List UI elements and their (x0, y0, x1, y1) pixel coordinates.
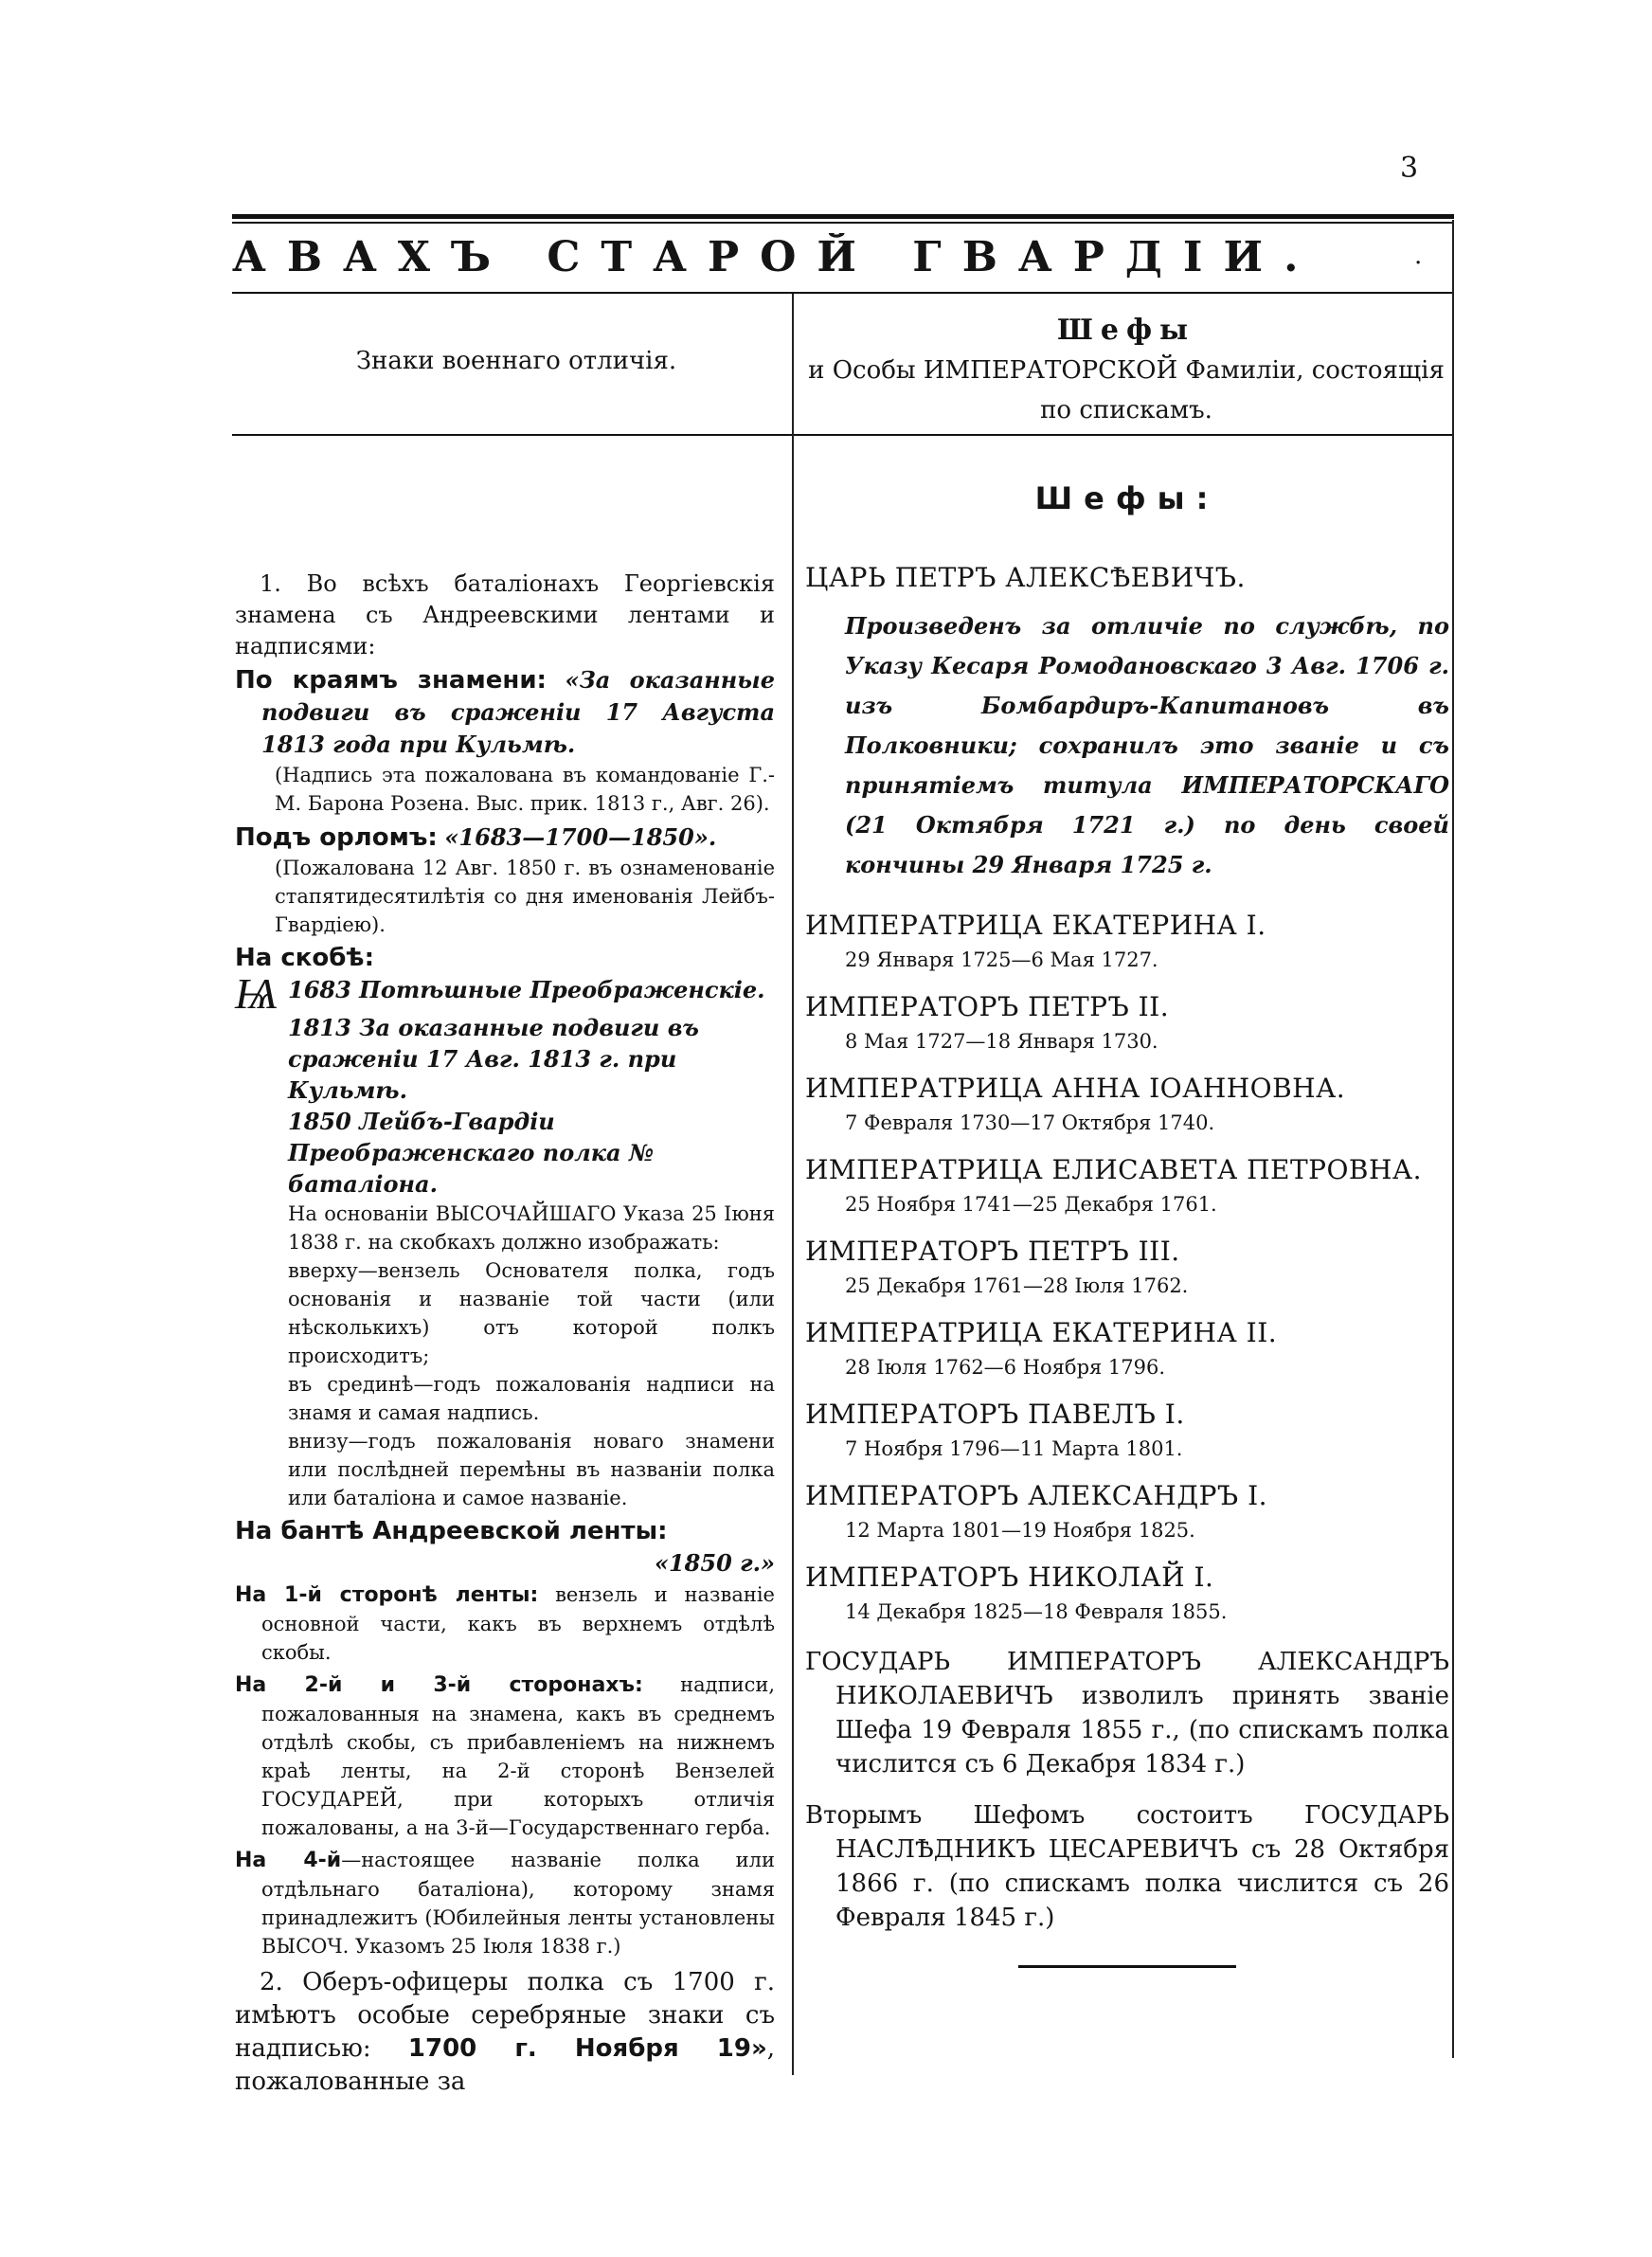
bow-label: На бантѣ Андреевской ленты: (235, 1517, 668, 1545)
second-chief (805, 1798, 1449, 1935)
ruler-7-dates: 28 Іюля 1762—6 Ноября 1796. (845, 1356, 1166, 1379)
eagle-note: (Пожалована 12 Авг. 1850 г. въ ознаменованіе стапятидесятилѣтія со дня именованія Лейбъ-Гвардіею). (275, 857, 775, 936)
top-rule-thick (232, 214, 1454, 219)
bracket-2: 1813 За оказанные подвиги въ сраженіи 17 Авг. 1813 г. при Кульмѣ. (288, 1014, 699, 1104)
bracket-1-text: 1683 Потѣшные Преображенскіе. (288, 976, 765, 1003)
ruler-11 (805, 1645, 1449, 1781)
ruler-6-dates: 25 Декабря 1761—28 Іюля 1762. (845, 1274, 1189, 1297)
ruler-5-dates: 25 Ноября 1741—25 Декабря 1761. (845, 1193, 1217, 1216)
edges-label: По краямъ знамени: (235, 666, 547, 695)
paragraph-2-c: , пожалованные за (235, 2034, 775, 2096)
right-edge-line (1452, 220, 1454, 2058)
second-chief-prefix: Вторымъ Шефомъ состоитъ (805, 1801, 1304, 1830)
ruler-6-name: ИМПЕРАТОРЪ ПЕТРЪ III. (805, 1236, 1180, 1267)
right-column (805, 480, 1449, 1935)
second-chief-name: ГОСУДАРЬ НАСЛѢДНИКЪ ЦЕСАРЕВИЧЪ (835, 1801, 1449, 1864)
bracket-1 (235, 967, 775, 1019)
bracket-heading (235, 943, 775, 974)
side-2-3-label: На 2-й и 3-й сторонахъ: (235, 1673, 643, 1697)
ruler-11-text: изволилъ принять званіе Шефа 19 Февраля 1855 г., (по спискамъ полка числится съ 6 Декабря 1834 г.) (835, 1682, 1449, 1779)
running-head: АВАХЪ СТАРОЙ ГВАРДІИ. (232, 233, 1320, 281)
paragraph-2-b: 1700 г. Ноября 19» (407, 2034, 767, 2063)
side-4 (235, 1846, 775, 1960)
ruler-10-name: ИМПЕРАТОРЪ НИКОЛАЙ I. (805, 1562, 1214, 1593)
paragraph-2 (235, 1966, 775, 2099)
paragraph-1: 1. Во всѣхъ баталіонахъ Георгіевскія знамена съ Андреевскими лентами и надписями: (235, 570, 775, 659)
second-chief-text: съ 28 Октября 1866 г. (по спискамъ полка числится съ 26 Февраля 1845 г.) (835, 1835, 1449, 1932)
ruler-2-name: ИМПЕРАТРИЦА ЕКАТЕРИНА I. (805, 910, 1266, 941)
ruler-10-dates: 14 Декабря 1825—18 Февраля 1855. (845, 1600, 1228, 1623)
side-2-3-text: надписи, пожалованныя на знамена, какъ въ среднемъ отдѣлѣ скобы, съ прибавленіемъ на нижнемъ краѣ ленты, на 2-й сторонѣ Вензелей ГОСУДАРЕЙ, при которыхъ отличія пожалованы, а на 3-й—Государственнаго герба. (261, 1673, 775, 1839)
header-right-line2: и Особы ИМПЕРАТОРСКОЙ Фамиліи, состоящія (808, 356, 1445, 385)
ruler-3-name: ИМПЕРАТОРЪ ПЕТРЪ II. (805, 991, 1170, 1022)
side-4-text: —настоящее названіе полка или отдѣльнаго баталіона), которому знамя принадлежитъ (Юбилейныя ленты установлены ВЫСОЧ. Указомъ 25 Іюля 1838 г.) (261, 1849, 775, 1958)
ruler-4-name: ИМПЕРАТРИЦА АННА ІОАННОВНА. (805, 1073, 1346, 1104)
bow-text: «1850 г.» (654, 1549, 775, 1577)
header-rule-bottom (232, 434, 1454, 436)
top-rule-thin (232, 222, 1454, 224)
chiefs-heading: Шефы: (1034, 480, 1220, 516)
monogram-icon: Ѩ (235, 967, 279, 1019)
header-right (803, 311, 1449, 430)
ruler-9-dates: 12 Марта 1801—19 Ноября 1825. (845, 1519, 1195, 1542)
ruler-7-name: ИМПЕРАТРИЦА ЕКАТЕРИНА II. (805, 1317, 1278, 1348)
ruler-1-name: ЦАРЬ ПЕТРЪ АЛЕКСѢЕВИЧЪ. (805, 562, 1246, 593)
column-divider (792, 294, 794, 2075)
side-2-3 (235, 1670, 775, 1842)
ruler-4-dates: 7 Февраля 1730—17 Октября 1740. (845, 1111, 1215, 1134)
edges-text: «За оказанные подвиги въ сраженіи 17 Августа 1813 года при Кульмѣ. (261, 666, 775, 758)
decree-middle: въ срединѣ—годъ пожалованія надписи на знамя и самая надпись. (288, 1373, 775, 1424)
decree: На основаніи ВЫСОЧАЙШАГО Указа 25 Іюня 1838 г. на скобкахъ должно изображать: (288, 1202, 775, 1254)
header-right-line3: по спискамъ. (1040, 396, 1212, 424)
side-1-text: вензель и названіе основной части, какъ въ верхнемъ отдѣлѣ скобы. (261, 1583, 775, 1664)
eagle-label: Подъ орломъ: (235, 823, 438, 852)
page-number: 3 (1400, 152, 1419, 185)
eagle-inscription (235, 822, 775, 854)
bracket-label: На скобѣ: (235, 944, 374, 972)
header-left: Знаки военнаго отличія. (355, 347, 677, 375)
end-rule (1018, 1965, 1236, 1968)
ruler-11-name: ГОСУДАРЬ ИМПЕРАТОРЪ АЛЕКСАНДРЪ НИКОЛАЕВИЧЪ (805, 1648, 1449, 1710)
header-rule-top (232, 292, 1454, 294)
ruler-3-dates: 8 Мая 1727—18 Января 1730. (845, 1030, 1158, 1053)
running-head-mark: . (1414, 242, 1423, 270)
bracket-3: 1850 Лейбъ-Гвардіи Преображенскаго полка № баталіона. (288, 1108, 655, 1198)
edges-note: (Надпись эта пожалована въ командованіе Г.-М. Барона Розена. Выс. прик. 1813 г., Авг. 26). (275, 764, 775, 815)
ruler-8-name: ИМПЕРАТОРЪ ПАВЕЛЪ I. (805, 1399, 1185, 1430)
side-4-label: На 4-й (235, 1849, 342, 1872)
side-1 (235, 1580, 775, 1667)
ruler-8-dates: 7 Ноября 1796—11 Марта 1801. (845, 1437, 1183, 1460)
ruler-2-dates: 29 Января 1725—6 Мая 1727. (845, 948, 1158, 971)
paragraph-2-a: 2. Оберъ-офицеры полка съ 1700 г. имѣютъ особые серебряные знаки съ надписью: (235, 1968, 775, 2063)
ruler-5-name: ИМПЕРАТРИЦА ЕЛИСАВЕТА ПЕТРОВНА. (805, 1154, 1423, 1185)
bow-heading (235, 1516, 775, 1547)
side-1-label: На 1-й сторонѣ ленты: (235, 1583, 539, 1607)
left-column (235, 569, 775, 2099)
header-right-title: Шефы (1056, 314, 1196, 347)
eagle-text: «1683—1700—1850». (444, 823, 717, 851)
decree-top: вверху—вензель Основателя полка, годъ основанія и названіе той части (или нѣсколькихъ) отъ которой полкъ происходитъ; (288, 1259, 775, 1367)
ruler-1-note: Произведенъ за отличіе по службѣ, по Указу Кесаря Ромодановскаго 3 Авг. 1706 г. изъ Бомбардиръ-Капитановъ въ Полковники; сохранилъ это званіе и съ принятіемъ титула ИМПЕРАТОРСКАГО (21 Октября 1721 г.) по день своей кончины 29 Января 1725 г. (845, 612, 1449, 878)
ruler-9-name: ИМПЕРАТОРЪ АЛЕКСАНДРЪ I. (805, 1480, 1268, 1511)
edges-inscription (235, 664, 775, 761)
decree-bottom: внизу—годъ пожалованія новаго знамени или послѣдней перемѣны въ названіи полка или баталіона и самое названіе. (288, 1430, 775, 1509)
